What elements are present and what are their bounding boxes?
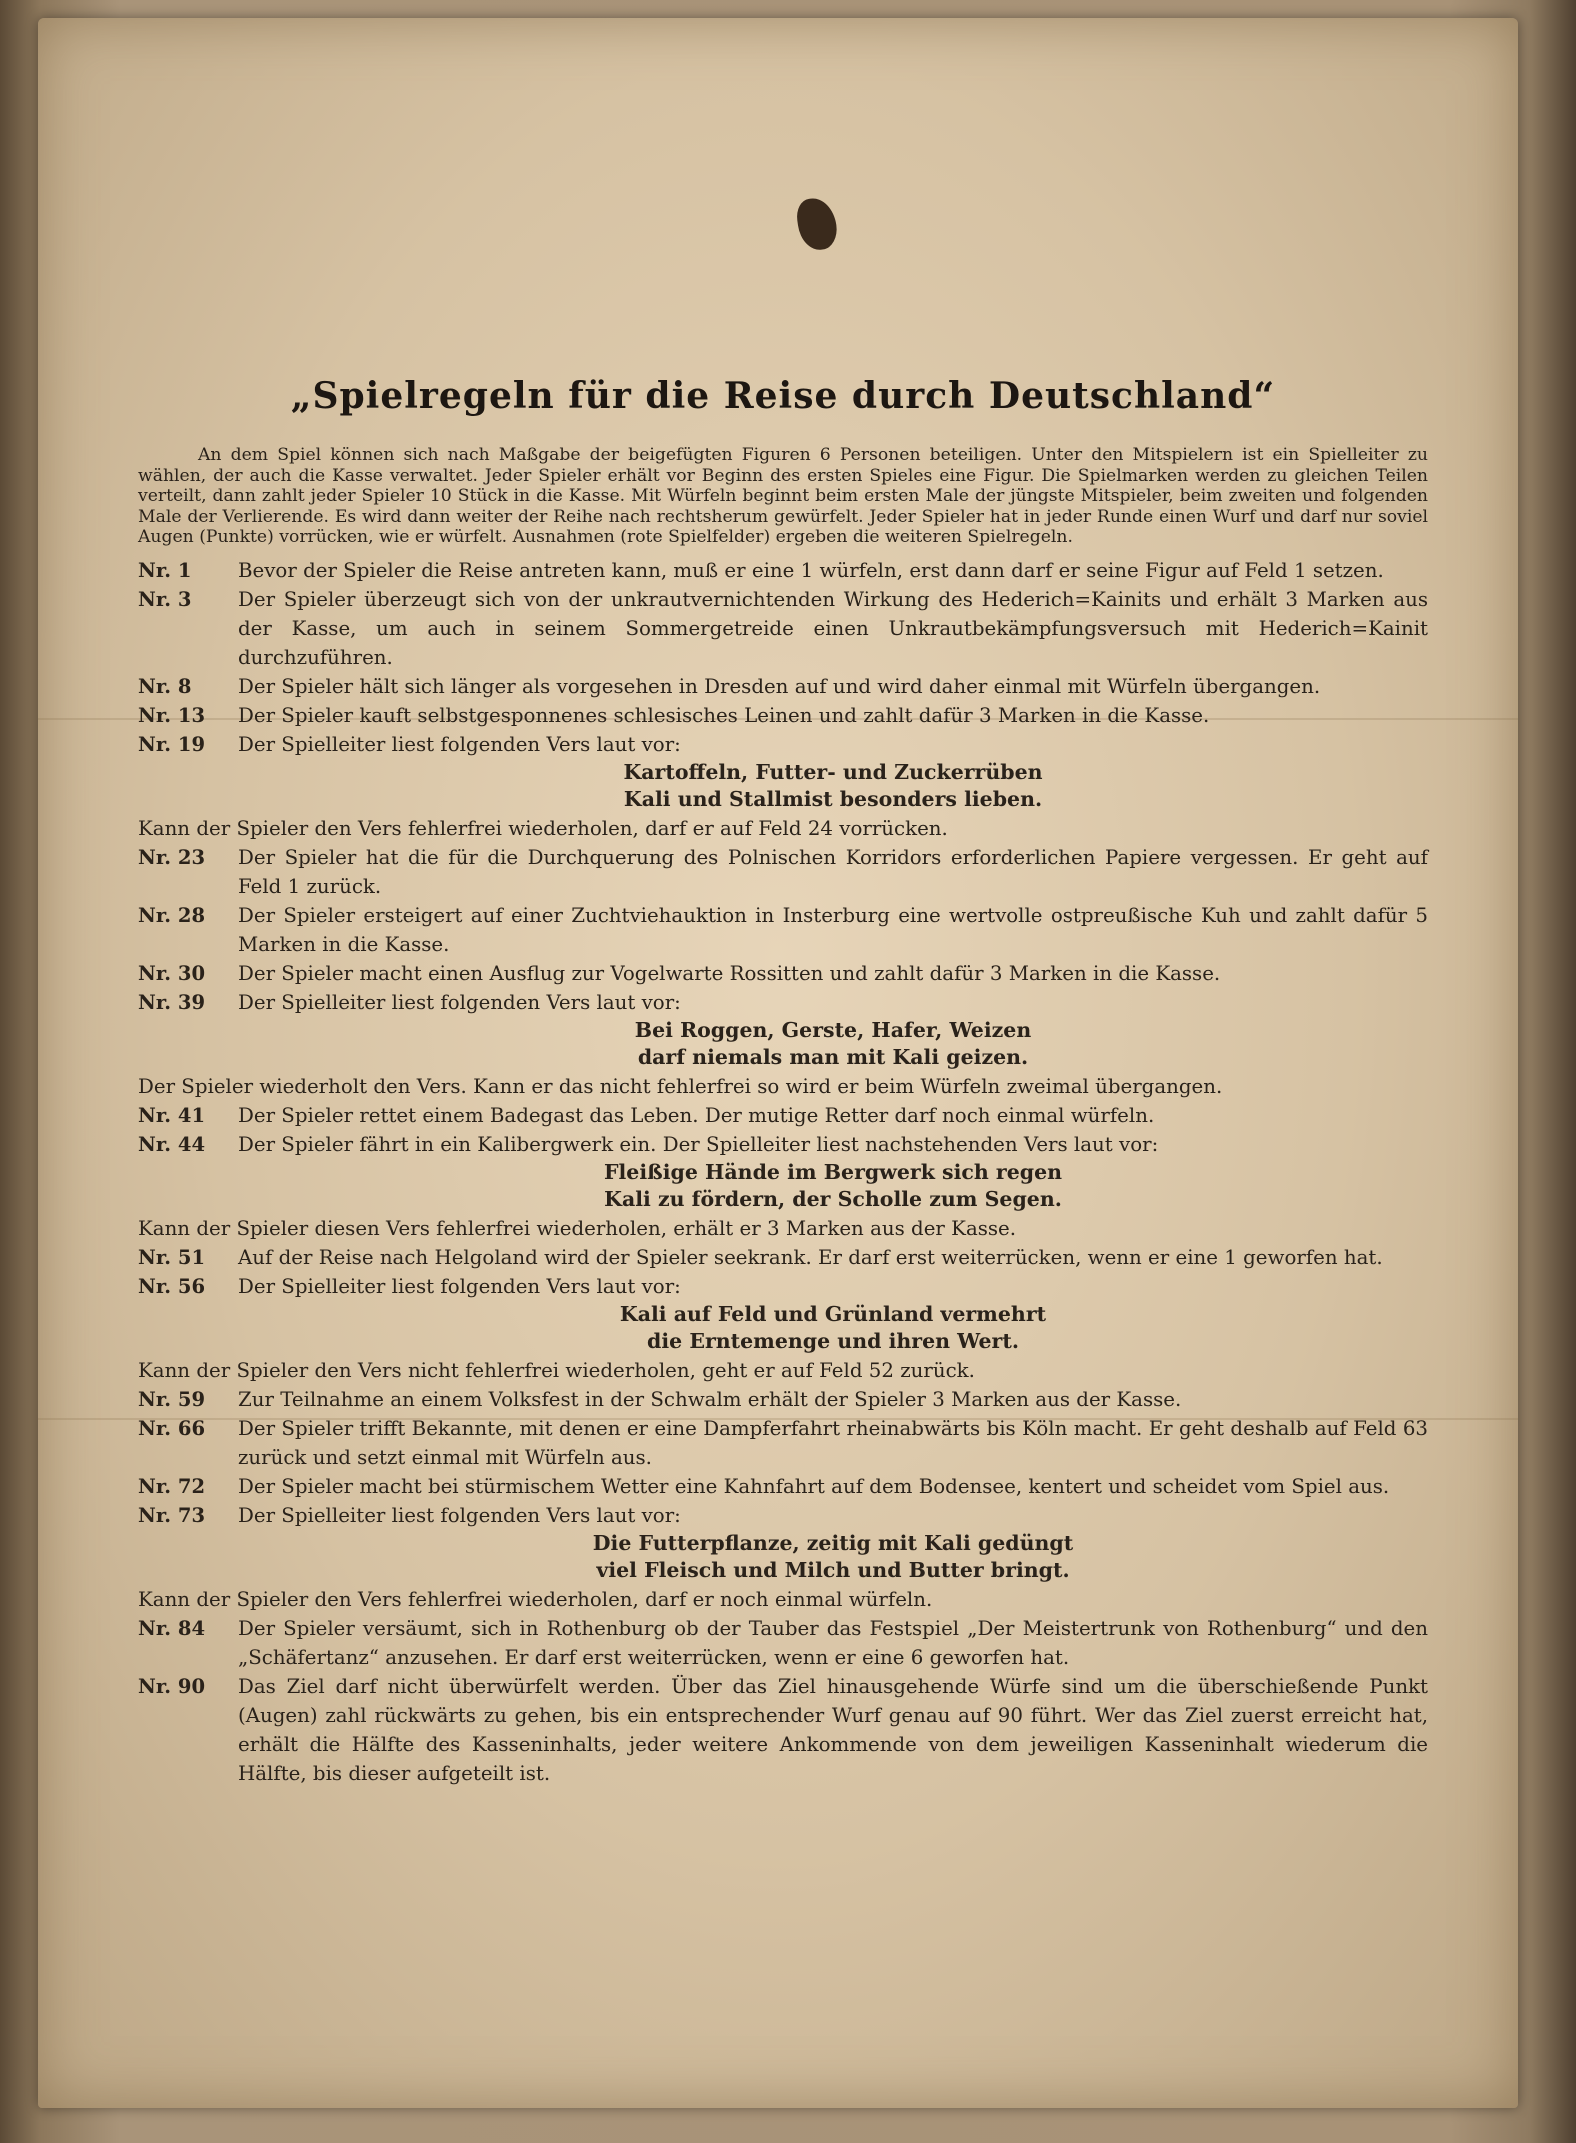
rule-text: Der Spieler versäumt, sich in Rothenburg ob der Tauber das Festspiel „Der Meistertrunk von Rothenburg“ und den „Schäfertanz“ anzusehen. Er darf erst weiterrücken, wenn er eine 6 geworfen hat. (238, 1616, 1428, 1669)
rule-text: Der Spieler rettet einem Badegast das Leben. Der mutige Retter darf noch einmal würfeln. (238, 1103, 1155, 1127)
rule-body (238, 1243, 1428, 1272)
rule-item (138, 1672, 1428, 1788)
rule-text: Zur Teilnahme an einem Volksfest in der Schwalm erhält der Spieler 3 Marken aus der Kasse. (238, 1387, 1182, 1411)
verse-line: Die Futterpflanze, zeitig mit Kali gedüngt (592, 1530, 1074, 1555)
verse-line: Kali und Stallmist besonders lieben. (623, 787, 1043, 811)
rules-document (138, 355, 1428, 1788)
rule-item (138, 585, 1428, 672)
rule-followup-text: Der Spieler wiederholt den Vers. Kann er das nicht fehlerfrei so wird er beim Würfeln zweimal übergangen. (138, 1074, 1223, 1098)
rule-number: Nr. 51 (138, 1245, 206, 1269)
rule-item (138, 1385, 1428, 1414)
rule-text: Bevor der Spieler die Reise antreten kann, muß er eine 1 würfeln, erst dann darf er seine Figur auf Feld 1 setzen. (238, 558, 1384, 582)
rule-followup (138, 1072, 1428, 1101)
rule-body (238, 672, 1428, 701)
rule-text: Der Spieler hält sich länger als vorgesehen in Dresden auf und wird daher einmal mit Würfeln übergangen. (238, 674, 1321, 698)
rule-followup (138, 814, 1428, 843)
rule-number: Nr. 39 (138, 990, 206, 1014)
rule-body (238, 1101, 1428, 1130)
rule-text: Der Spieler kauft selbstgesponnenes schlesisches Leinen und zahlt dafür 3 Marken in die Kasse. (238, 703, 1210, 727)
rule-number: Nr. 73 (138, 1503, 206, 1527)
rule-body (238, 730, 1428, 814)
rule-body (238, 701, 1428, 730)
rule-item (138, 1101, 1428, 1130)
rule-number: Nr. 3 (138, 587, 192, 611)
rule-text: Auf der Reise nach Helgoland wird der Spieler seekrank. Er darf erst weiterrücken, wenn er eine 1 geworfen hat. (238, 1245, 1383, 1269)
rule-body (238, 1472, 1428, 1501)
rule-text: Der Spieler fährt in ein Kalibergwerk ein. Der Spielleiter liest nachstehenden Vers laut vor: (238, 1132, 1159, 1156)
rule-number: Nr. 44 (138, 1132, 206, 1156)
rule-text: Der Spielleiter liest folgenden Vers laut vor: (238, 990, 681, 1014)
rule-item (138, 730, 1428, 814)
verse-line: Bei Roggen, Gerste, Hafer, Weizen (634, 1017, 1032, 1042)
rule-followup-text: Kann der Spieler den Vers nicht fehlerfrei wiederholen, geht er auf Feld 52 zurück. (138, 1358, 975, 1382)
rule-followup (138, 1585, 1428, 1614)
rule-followup-text: Kann der Spieler den Vers fehlerfrei wiederholen, darf er auf Feld 24 vorrücken. (138, 816, 948, 840)
rule-number: Nr. 84 (138, 1616, 206, 1640)
rule-body (238, 556, 1428, 585)
rule-body (238, 1614, 1428, 1672)
rule-item (138, 1614, 1428, 1672)
rule-item (138, 1414, 1428, 1472)
rule-item (138, 843, 1428, 901)
rule-text: Der Spielleiter liest folgenden Vers laut vor: (238, 1503, 681, 1527)
rule-number: Nr. 41 (138, 1103, 206, 1127)
rule-followup-text: Kann der Spieler diesen Vers fehlerfrei wiederholen, erhält er 3 Marken aus der Kasse. (138, 1216, 1017, 1240)
rule-body (238, 1385, 1428, 1414)
rule-text: Der Spieler überzeugt sich von der unkrautvernichtenden Wirkung des Hederich=Kainits und erhält 3 Marken aus der Kasse, um auch in seinem Sommergetreide einen Unkrautbekämpfungsversuch mit Hederich=Kainit durchzuführen. (238, 587, 1428, 669)
rule-number: Nr. 28 (138, 903, 206, 927)
rule-number: Nr. 66 (138, 1416, 206, 1440)
rule-number: Nr. 90 (138, 1674, 206, 1698)
rule-item (138, 959, 1428, 988)
rule-item (138, 1272, 1428, 1356)
rule-number: Nr. 23 (138, 845, 206, 869)
rule-item (138, 1501, 1428, 1585)
rule-number: Nr. 1 (138, 558, 192, 582)
rule-item (138, 901, 1428, 959)
rules-list (138, 556, 1428, 1788)
verse-line: Kartoffeln, Futter- und Zuckerrüben (623, 759, 1043, 784)
rule-text: Der Spieler trifft Bekannte, mit denen er eine Dampferfahrt rheinabwärts bis Köln macht. Er geht deshalb auf Feld 63 zurück und setzt einmal mit Würfeln aus. (238, 1416, 1428, 1469)
verse-line: viel Fleisch und Milch und Butter bringt. (596, 1558, 1070, 1582)
rule-text: Der Spieler hat die für die Durchquerung des Polnischen Korridors erforderlichen Papiere vergessen. Er geht auf Feld 1 zurück. (238, 845, 1428, 898)
rule-body (238, 843, 1428, 901)
rule-followup (138, 1356, 1428, 1385)
rule-text: Das Ziel darf nicht überwürfelt werden. Über das Ziel hinausgehende Würfe sind um die überschießende Punkt (Augen) zahl rückwärts zu gehen, bis ein entsprechender Wurf genau auf 90 führt. Wer das Ziel zuerst erreicht hat, erhält die Hälfte des Kasseninhalts, jeder weitere Ankommende von dem jeweiligen Kasseninhalt wiederum die Hälfte, bis dieser aufgeteilt ist. (238, 1674, 1428, 1785)
rule-item (138, 556, 1428, 585)
rule-text: Der Spielleiter liest folgenden Vers laut vor: (238, 1274, 681, 1298)
rule-number: Nr. 30 (138, 961, 206, 985)
rule-body (238, 901, 1428, 959)
rule-item (138, 988, 1428, 1072)
rule-item (138, 1130, 1428, 1214)
rule-body (238, 1672, 1428, 1788)
verse-line: Fleißige Hände im Bergwerk sich regen (603, 1159, 1063, 1184)
rule-number: Nr. 8 (138, 674, 192, 698)
rule-body (238, 1501, 1428, 1585)
rule-body (238, 959, 1428, 988)
verse-line: die Erntemenge und ihren Wert. (647, 1329, 1019, 1353)
rule-text: Der Spieler macht einen Ausflug zur Vogelwarte Rossitten und zahlt dafür 3 Marken in die Kasse. (238, 961, 1221, 985)
punched-hole (795, 196, 840, 253)
rule-followup (138, 1214, 1428, 1243)
intro-paragraph: An dem Spiel können sich nach Maßgabe der beigefügten Figuren 6 Personen beteiligen. Unter den Mitspielern ist ein Spielleiter zu wählen, der auch die Kasse verwaltet. Jeder Spieler erhält vor Beginn des ersten Spieles eine Figur. Die Spielmarken werden zu gleichen Teilen verteilt, dann zahlt jeder Spieler 10 Stück in die Kasse. Mit Würfeln beginnt beim ersten Male der jüngste Mitspieler, beim zweiten und folgenden Male der Verlierende. Es wird dann weiter der Reihe nach rechtsherum gewürfelt. Jeder Spieler hat in jeder Runde einen Wurf und darf nur soviel Augen (Punkte) vorrücken, wie er würfelt. Ausnahmen (rote Spielfelder) ergeben die weiteren Spielregeln. (138, 445, 1428, 547)
rule-item (138, 672, 1428, 701)
rule-followup-text: Kann der Spieler den Vers fehlerfrei wiederholen, darf er noch einmal würfeln. (138, 1587, 933, 1611)
rule-body (238, 1414, 1428, 1472)
rule-number: Nr. 72 (138, 1474, 206, 1498)
rule-number: Nr. 13 (138, 703, 206, 727)
verse-line: Kali auf Feld und Grünland vermehrt (619, 1301, 1047, 1326)
rule-number: Nr. 59 (138, 1387, 206, 1411)
rule-item (138, 1472, 1428, 1501)
rule-item (138, 1243, 1428, 1272)
rule-text: Der Spieler ersteigert auf einer Zuchtviehauktion in Insterburg eine wertvolle ostpreußische Kuh und zahlt dafür 5 Marken in die Kasse. (238, 903, 1428, 956)
rule-text: Der Spielleiter liest folgenden Vers laut vor: (238, 732, 681, 756)
verse-line: darf niemals man mit Kali geizen. (637, 1045, 1029, 1069)
rule-body (238, 585, 1428, 672)
rule-text: Der Spieler macht bei stürmischem Wetter eine Kahnfahrt auf dem Bodensee, kentert und scheidet vom Spiel aus. (238, 1474, 1390, 1498)
rule-body (238, 1130, 1428, 1214)
rule-number: Nr. 19 (138, 732, 206, 756)
rule-body (238, 1272, 1428, 1356)
rule-body (238, 988, 1428, 1072)
rule-number: Nr. 56 (138, 1274, 206, 1298)
verse-line: Kali zu fördern, der Scholle zum Segen. (604, 1187, 1062, 1211)
rule-item (138, 701, 1428, 730)
document-title: „Spielregeln für die Reise durch Deutschland“ (290, 375, 1276, 417)
